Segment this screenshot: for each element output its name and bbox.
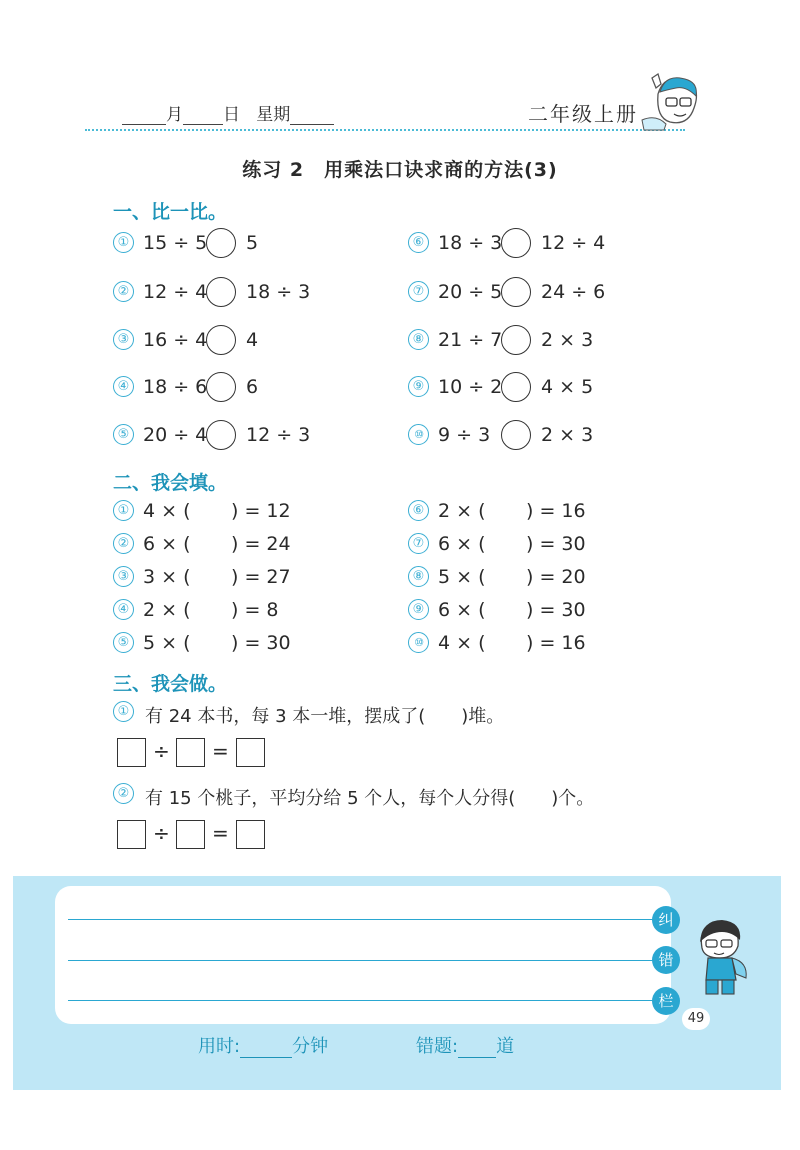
compare-right-expression: 12 ÷ 4: [541, 232, 606, 254]
errors-unit: 道: [496, 1036, 515, 1057]
fill-right-expression: ) = 20: [526, 566, 586, 588]
writing-line: [68, 1000, 668, 1001]
compare-right-expression: 6: [246, 376, 259, 398]
compare-circle-input[interactable]: [501, 325, 531, 355]
item-number: ①: [113, 232, 134, 253]
fill-right-expression: ) = 30: [526, 533, 586, 555]
day-blank[interactable]: [183, 106, 223, 125]
problem-text: 有 15 个桃子，平均分给 5 个人，每个人分得( )个。: [145, 788, 595, 809]
fill-right-expression: ) = 24: [231, 533, 291, 555]
day-label: 日: [223, 105, 240, 125]
superhero-mascot-icon: [688, 918, 750, 1000]
date-line: [122, 100, 334, 125]
answer-box-quotient[interactable]: [236, 738, 265, 767]
correction-writing-area[interactable]: [55, 886, 671, 1024]
month-label: 月: [166, 105, 183, 125]
item-number: ④: [113, 376, 134, 397]
fill-right-expression: ) = 27: [231, 566, 291, 588]
compare-left-expression: 20 ÷ 4: [143, 424, 208, 446]
problem-text: 有 24 本书，每 3 本一堆，摆成了( )堆。: [145, 706, 505, 727]
divide-sign: ÷: [153, 739, 170, 763]
compare-left-expression: 21 ÷ 7: [438, 329, 503, 351]
compare-left-expression: 15 ÷ 5: [143, 232, 208, 254]
errors-label: 错题:: [416, 1036, 459, 1057]
fill-left-expression: 6 × (: [438, 533, 486, 555]
fill-left-expression: 5 × (: [143, 632, 191, 654]
item-number: ⑧: [408, 566, 429, 587]
grade-label: 二年级上册: [528, 102, 638, 126]
compare-circle-input[interactable]: [206, 420, 236, 450]
item-number: ③: [113, 566, 134, 587]
divide-sign: ÷: [153, 821, 170, 845]
item-number: ①: [113, 500, 134, 521]
fill-left-expression: 5 × (: [438, 566, 486, 588]
compare-circle-input[interactable]: [501, 228, 531, 258]
problem-number: ①: [113, 701, 134, 722]
compare-circle-input[interactable]: [206, 277, 236, 307]
fill-right-expression: ) = 16: [526, 500, 586, 522]
fill-left-expression: 6 × (: [438, 599, 486, 621]
writing-line: [68, 919, 668, 920]
compare-right-expression: 2 × 3: [541, 329, 594, 351]
problem-number: ②: [113, 783, 134, 804]
compare-right-expression: 12 ÷ 3: [246, 424, 311, 446]
time-label: 用时:: [198, 1036, 241, 1057]
item-number: ④: [113, 599, 134, 620]
section2-heading: 二、我会填。: [113, 472, 228, 494]
item-number: ⑨: [408, 376, 429, 397]
time-blank[interactable]: [240, 1039, 292, 1058]
weekday-label: 星期: [256, 105, 291, 125]
fill-left-expression: 3 × (: [143, 566, 191, 588]
item-number: ⑩: [408, 632, 429, 653]
item-number: ③: [113, 329, 134, 350]
equals-sign: =: [212, 821, 229, 845]
compare-circle-input[interactable]: [206, 325, 236, 355]
item-number: ⑧: [408, 329, 429, 350]
fill-right-expression: ) = 30: [526, 599, 586, 621]
item-number: ⑦: [408, 281, 429, 302]
compare-right-expression: 18 ÷ 3: [246, 281, 311, 303]
compare-left-expression: 18 ÷ 3: [438, 232, 503, 254]
item-number: ⑥: [408, 232, 429, 253]
header-divider: [85, 129, 685, 131]
fill-left-expression: 4 × (: [438, 632, 486, 654]
page-number: 49: [682, 1008, 710, 1030]
compare-right-expression: 24 ÷ 6: [541, 281, 606, 303]
item-number: ⑤: [113, 632, 134, 653]
correction-char: 纠: [652, 906, 680, 934]
item-number: ②: [113, 533, 134, 554]
correction-char: 栏: [652, 987, 680, 1015]
compare-right-expression: 4 × 5: [541, 376, 594, 398]
fill-left-expression: 2 × (: [438, 500, 486, 522]
item-number: ⑨: [408, 599, 429, 620]
compare-circle-input[interactable]: [206, 372, 236, 402]
errors-blank[interactable]: [458, 1039, 496, 1058]
compare-circle-input[interactable]: [501, 372, 531, 402]
item-number: ⑤: [113, 424, 134, 445]
compare-right-expression: 2 × 3: [541, 424, 594, 446]
compare-circle-input[interactable]: [501, 277, 531, 307]
compare-left-expression: 16 ÷ 4: [143, 329, 208, 351]
compare-left-expression: 20 ÷ 5: [438, 281, 503, 303]
fill-right-expression: ) = 8: [231, 599, 279, 621]
time-spent: [198, 1032, 328, 1058]
fill-right-expression: ) = 12: [231, 500, 291, 522]
weekday-blank[interactable]: [290, 106, 334, 125]
fill-left-expression: 4 × (: [143, 500, 191, 522]
compare-left-expression: 18 ÷ 6: [143, 376, 208, 398]
answer-box-divisor[interactable]: [176, 738, 205, 767]
compare-left-expression: 12 ÷ 4: [143, 281, 208, 303]
compare-left-expression: 9 ÷ 3: [438, 424, 491, 446]
correction-char: 错: [652, 946, 680, 974]
answer-box-dividend[interactable]: [117, 820, 146, 849]
compare-circle-input[interactable]: [206, 228, 236, 258]
answer-box-dividend[interactable]: [117, 738, 146, 767]
page-title: 练习 2 用乘法口诀求商的方法(3): [242, 159, 558, 181]
mascot-icon: [636, 70, 706, 132]
month-blank[interactable]: [122, 106, 166, 125]
error-count: [416, 1032, 514, 1058]
item-number: ⑥: [408, 500, 429, 521]
item-number: ⑩: [408, 424, 429, 445]
compare-circle-input[interactable]: [501, 420, 531, 450]
time-unit: 分钟: [292, 1036, 329, 1057]
compare-right-expression: 5: [246, 232, 259, 254]
compare-right-expression: 4: [246, 329, 259, 351]
section1-heading: 一、比一比。: [113, 201, 228, 223]
equals-sign: =: [212, 739, 229, 763]
fill-right-expression: ) = 16: [526, 632, 586, 654]
fill-left-expression: 2 × (: [143, 599, 191, 621]
fill-right-expression: ) = 30: [231, 632, 291, 654]
item-number: ⑦: [408, 533, 429, 554]
fill-left-expression: 6 × (: [143, 533, 191, 555]
answer-box-divisor[interactable]: [176, 820, 205, 849]
answer-box-quotient[interactable]: [236, 820, 265, 849]
section3-heading: 三、我会做。: [113, 673, 228, 695]
compare-left-expression: 10 ÷ 2: [438, 376, 503, 398]
item-number: ②: [113, 281, 134, 302]
writing-line: [68, 960, 668, 961]
